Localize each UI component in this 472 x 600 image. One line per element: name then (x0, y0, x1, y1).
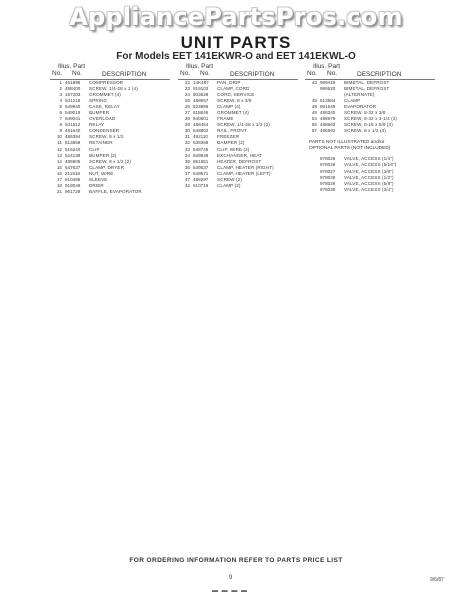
part-number: 549571 (193, 170, 209, 176)
part-number: 515240 (65, 146, 81, 152)
part-description: CONDENSER (89, 128, 120, 134)
part-number: 510486 (65, 176, 81, 182)
part-number: 531512 (65, 122, 81, 128)
illus-number: 14 (56, 158, 62, 164)
part-description: EXCHANGER, HEAT (217, 152, 263, 158)
part-description: HEATER, DEFROST (217, 158, 262, 164)
part-number: 167203 (65, 92, 81, 98)
part-description: BIMETAL, DEFROST (344, 80, 390, 85)
part-description: CLAMP, HEATER (LEFT) (217, 170, 271, 176)
parts-list (305, 80, 435, 134)
header-illus-part: Illus. Part (313, 63, 341, 70)
part-description: GROMMET (4) (217, 110, 249, 116)
illus-number: 5 (59, 104, 62, 110)
part-number: 488400 (65, 86, 81, 92)
illus-number: 45 (311, 98, 317, 104)
part-number: 978028 (320, 174, 336, 180)
table-row (178, 183, 298, 189)
parts-column-1 (50, 63, 170, 195)
part-description: OVERLOAD (89, 116, 116, 122)
part-description: SCREW, 1/4-28 x 1 (4) (89, 86, 138, 92)
part-number: 549041 (65, 116, 81, 122)
models-subtitle: For Models EET 141EKWR-O and EET 141EKWL-O (116, 51, 356, 62)
part-description: RETAINER (89, 140, 113, 146)
part-description: VALVE, ACCESS (1/2") (344, 174, 394, 180)
illus-number: 1 (59, 80, 62, 85)
part-number: 978029 (320, 180, 336, 186)
illus-number: 56 (311, 122, 317, 128)
header-illus-no: No. (52, 70, 63, 77)
manufacturer-logo: ▬ ▬ ▬ ▬ (212, 588, 249, 594)
part-description: COMPRESSOR (89, 80, 124, 85)
part-description: VALVE, ACCESS (1/4") (344, 156, 394, 162)
part-number: 851851 (193, 158, 209, 164)
table-row (305, 128, 435, 134)
header-rule (178, 79, 298, 80)
note-line: PARTS NOT ILLUSTRATED and/or (309, 140, 385, 146)
part-number: 981549 (320, 104, 336, 110)
page-number: 9 (229, 575, 233, 581)
column-header (178, 63, 298, 80)
part-number: 492110 (193, 134, 208, 140)
illus-number: 48 (311, 104, 317, 110)
part-description: CLIP (89, 146, 100, 152)
part-number: 519103 (193, 86, 209, 92)
part-description: PAN, DRIP (217, 80, 241, 85)
part-description: CLAMP, CORD (217, 86, 250, 92)
part-number: 488979 (320, 116, 336, 122)
column-header (305, 63, 435, 80)
part-number: 488454 (193, 122, 209, 128)
part-number: 486905 (65, 158, 81, 164)
illus-number: 32 (184, 140, 190, 146)
illus-number: 35 (184, 158, 190, 164)
site-watermark-banner: AppliancePartsPros.com (69, 3, 403, 31)
part-number: 978025 (320, 156, 336, 162)
part-description: CLAMP, HEATER (RIGHT) (217, 164, 274, 170)
part-description: CLIP, WIRE (2) (217, 146, 250, 152)
part-number: 549019 (65, 110, 81, 116)
table-row (50, 189, 170, 195)
header-part-no: No. (200, 70, 211, 77)
part-number: 481640 (65, 128, 81, 134)
illus-number: 15 (56, 164, 62, 170)
part-description: VALVE, ACCESS (5/8") (344, 180, 394, 186)
part-description: SCREW, 1/4-28 x 1/2 (2) (217, 122, 270, 128)
part-number: 549940 (65, 104, 81, 110)
part-number: 849836 (193, 152, 209, 158)
part-description: VALVE, ACCESS (5/16") (344, 162, 397, 168)
illus-number: 43 (311, 80, 317, 85)
illus-number: 36 (184, 164, 190, 170)
illus-number: 54 (311, 116, 317, 122)
part-number: 531218 (65, 98, 81, 104)
header-part-no: No. (327, 70, 338, 77)
illus-number: 30 (184, 128, 190, 134)
illus-number: 31 (184, 134, 190, 140)
part-number: 549537 (193, 164, 209, 170)
part-description: RELAY (89, 122, 105, 128)
illus-number: 18 (56, 182, 62, 188)
header-description: DESCRIPTION (230, 71, 275, 78)
part-number: 461896 (65, 80, 81, 85)
illus-number: 42 (184, 182, 190, 188)
illus-number: 33 (184, 146, 190, 152)
part-number: 547637 (65, 164, 81, 170)
part-description: CLAMP, DRYER (89, 164, 124, 170)
part-description: CORD, SERVICE (217, 92, 255, 98)
document-code: 9/6/87 (430, 577, 444, 583)
part-description: VALVE, ACCESS (3/4") (344, 186, 394, 192)
part-number: 524139 (65, 152, 81, 158)
illus-number: 24 (184, 92, 190, 98)
part-description: SCREW, 8 x 1/2 (89, 134, 124, 140)
illus-number: 13 (56, 152, 62, 158)
part-number: 978026 (320, 162, 336, 168)
part-description: SCREW (2) (217, 176, 242, 182)
part-description: BIMETAL, DEFROST (344, 86, 390, 92)
part-number: 548862 (193, 128, 209, 134)
part-number: 510716 (193, 182, 209, 188)
part-description: BUMPER (89, 110, 110, 116)
illus-number: 27 (184, 110, 190, 116)
part-description: VALVE, ACCESS (3/8") (344, 168, 394, 174)
part-description: (ALTERNATE) (344, 92, 375, 98)
part-number: 488663 (320, 122, 336, 128)
part-number: 540601 (193, 116, 209, 122)
header-rule (50, 79, 170, 80)
part-description: SCREW, 8 x 3/8 (217, 98, 252, 104)
part-description: DAMPER (2) (217, 140, 245, 146)
part-number: 211918 (65, 170, 80, 176)
illus-number: 8 (59, 122, 62, 128)
header-rule (305, 79, 435, 80)
part-number: 486340 (320, 110, 336, 116)
parts-list (178, 80, 298, 189)
part-number: 961729 (65, 188, 81, 194)
part-description: BAFFLE, EVAPORATOR (89, 188, 142, 194)
illus-number: 17 (56, 176, 62, 182)
illus-number: 37 (184, 170, 190, 176)
part-description: SCREW, 8-32 x 1-1/4 (2) (344, 116, 398, 122)
part-number: 14K487 (193, 80, 209, 85)
header-description: DESCRIPTION (102, 71, 147, 78)
illus-number: 49 (311, 110, 317, 116)
part-number: 989419 (320, 80, 336, 85)
illus-number: 47 (184, 176, 190, 182)
part-number: 918046 (65, 182, 81, 188)
parts-column-2 (178, 63, 298, 189)
part-description: CLAMP (4) (217, 104, 241, 110)
illus-number: 22 (184, 80, 190, 85)
note-line: OPTIONAL PARTS (NOT INCLUDED) (309, 146, 391, 152)
part-description: SCREW, 8-32 x 3/8 (344, 110, 386, 116)
illus-number (305, 187, 320, 193)
illus-number: 57 (311, 128, 317, 134)
part-description: DRIER (89, 182, 104, 188)
part-number: 513584 (320, 98, 336, 104)
part-number: 548745 (193, 146, 209, 152)
part-description: CLAMP (2) (217, 182, 241, 188)
illus-number: 26 (184, 104, 190, 110)
header-illus-part: Illus. Part (186, 63, 214, 70)
parts-list (50, 80, 170, 195)
part-number: 523886 (193, 104, 209, 110)
part-description: GROMMET (4) (89, 92, 121, 98)
part-number: 989520 (320, 86, 336, 92)
part-description: SCREW, 8-18 x 5/8 (4) (344, 122, 393, 128)
parts-column-3 (305, 63, 435, 193)
part-description: SCREW, 8 x 1/2 (2) (89, 158, 131, 164)
illus-number: 29 (184, 122, 190, 128)
illus-number: 7 (59, 116, 62, 122)
part-number: 978027 (320, 168, 336, 174)
illus-number: 28 (184, 116, 190, 122)
part-description: CASE, RELAY (89, 104, 120, 110)
not-illustrated-note (305, 140, 435, 152)
illus-number: 11 (57, 140, 62, 146)
header-illus-no: No. (307, 70, 318, 77)
part-description: FREEZER (217, 134, 240, 140)
part-number: 978030 (320, 186, 336, 192)
part-description: CLAMP (344, 98, 361, 104)
header-part-no: No. (72, 70, 83, 77)
part-number: 488657 (193, 98, 209, 104)
illus-number: 3 (59, 92, 62, 98)
part-number: 518646 (193, 110, 209, 116)
illus-number: 2 (59, 86, 62, 92)
illus-number: 23 (184, 86, 190, 92)
table-row (305, 187, 435, 193)
header-illus-no: No. (180, 70, 191, 77)
part-number: 803628 (193, 92, 209, 98)
part-description: RAIL, FRONT (217, 128, 247, 134)
illus-number: 9 (59, 128, 62, 134)
part-description: BUMPER (2) (89, 152, 117, 158)
illus-number: 10 (56, 134, 62, 140)
page-title: UNIT PARTS (180, 33, 292, 52)
part-description: NUT, WIRE (89, 170, 114, 176)
optional-parts-list (305, 156, 435, 192)
header-illus-part: Illus. Part (58, 63, 86, 70)
column-header (50, 63, 170, 80)
part-description: SCREW, 8 x 1/2 (4) (344, 128, 386, 134)
illus-number: 6 (59, 110, 62, 116)
part-description: FRAME (217, 116, 234, 122)
illus-number: 12 (56, 146, 62, 152)
ordering-info-footer: FOR ORDERING INFORMATION REFER TO PARTS PRICE LIST (129, 557, 343, 564)
illus-number: 34 (184, 152, 190, 158)
illus-number: 16 (56, 170, 62, 176)
part-description: SPRING (89, 98, 108, 104)
part-number: 538369 (193, 140, 209, 146)
part-number: 486592 (320, 128, 336, 134)
part-number: 486394 (65, 134, 81, 140)
part-description: EVAPORATOR (344, 104, 377, 110)
part-description: SLEEVE (89, 176, 108, 182)
illus-number: 4 (59, 98, 62, 104)
part-number: 488297 (193, 176, 209, 182)
header-description: DESCRIPTION (357, 71, 402, 78)
illus-number: 21 (56, 188, 62, 194)
illus-number: 25 (184, 98, 190, 104)
part-number: 513658 (65, 140, 81, 146)
